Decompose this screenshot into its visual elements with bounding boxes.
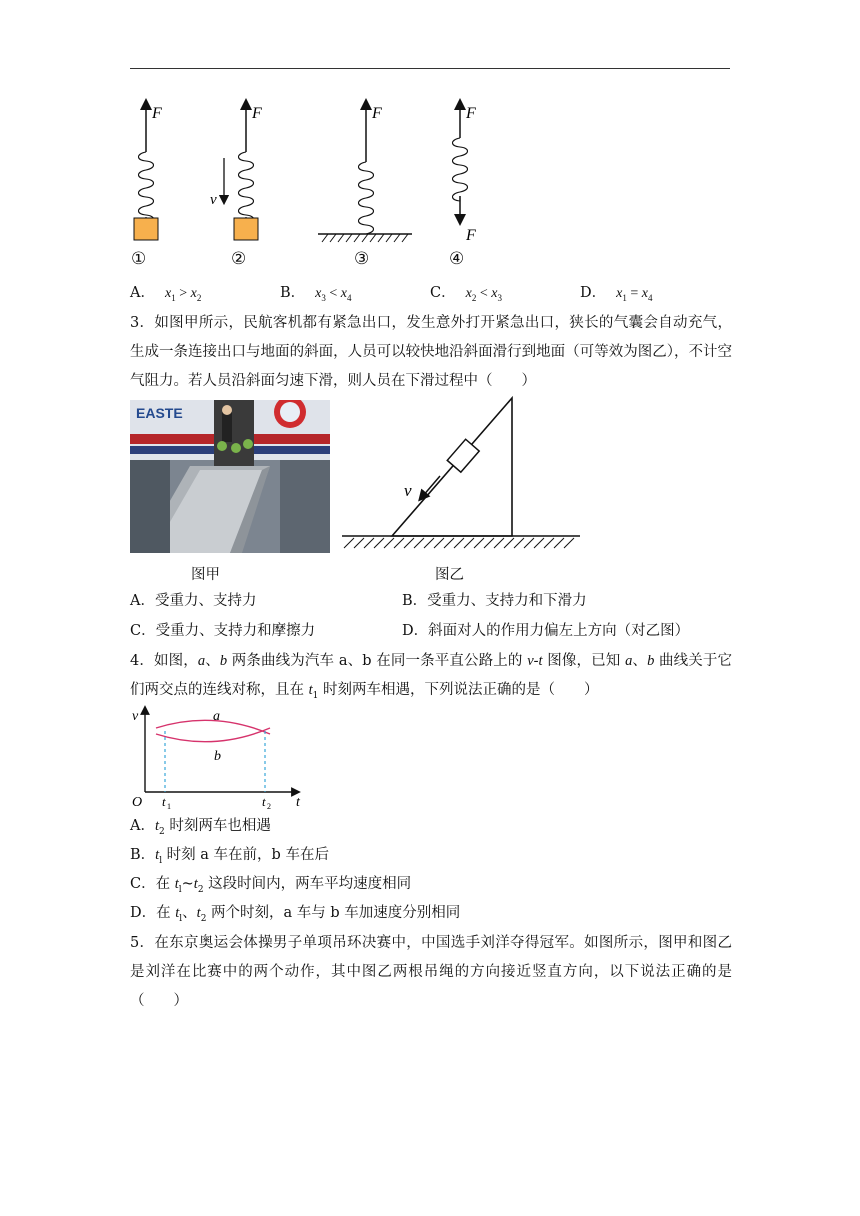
svg-text:b: b xyxy=(214,749,221,764)
spring-2 xyxy=(210,104,262,240)
q2-option-a[interactable]: A． $x_1 > x_2$ xyxy=(130,285,202,303)
spring-3 xyxy=(318,104,412,242)
caption-figure-a: 图甲 xyxy=(191,567,220,583)
spring-label-1: ① xyxy=(131,249,147,269)
svg-text:a: a xyxy=(213,709,220,724)
q4-stem: 4．如图，a、b 两条曲线为汽车 a、b 在同一条平直公路上的 v-t 图像，已知 a、b 曲线关于它们两交点的连线对称，且在 $t_1$ 时刻两车相遇，下列说法正确的是（ ） xyxy=(130,653,733,701)
svg-text:t: t xyxy=(262,794,266,809)
svg-text:t: t xyxy=(162,794,166,809)
q3-stem: 3．如图甲所示，民航客机都有紧急出口，发生意外打开紧急出口，狭长的气囊会自动充气，生成一条连接出口与地面的斜面，人员可以较快地沿斜面滑行到地面（可等效为图乙），不计空气阻力。若人员沿斜面匀速下滑，则人员在下滑过程中（ ） xyxy=(130,315,732,389)
force-label: F xyxy=(466,105,476,122)
q5-stem: 5．在东京奥运会体操男子单项吊环决赛中，中国选手刘洋夺得冠军。如图所示，图甲和图乙是刘洋在比赛中的两个动作，其中图乙两根吊绳的方向接近竖直方向，以下说法正确的是（ ） xyxy=(130,935,732,1009)
q3-option-b[interactable]: B．受重力、支持力和下滑力 xyxy=(402,593,587,609)
q4-option-b[interactable]: B．$t_l$ 时刻 a 车在前，b 车在后 xyxy=(130,847,329,866)
q2-option-c[interactable]: C． $x_2 < x_3$ xyxy=(430,285,502,303)
spring-label-4: ④ xyxy=(449,249,465,269)
curve-b xyxy=(156,728,270,742)
evacuation-slide-photo xyxy=(130,400,330,553)
incline-diagram xyxy=(340,396,590,556)
svg-text:t: t xyxy=(296,795,300,810)
spring-4 xyxy=(453,104,477,244)
caption-figure-b: 图乙 xyxy=(435,567,464,583)
q3-option-a[interactable]: A．受重力、支持力 xyxy=(130,593,257,609)
force-label: F xyxy=(372,105,382,122)
q2-option-b[interactable]: B． $x_3 < x_4$ xyxy=(280,285,352,303)
q3-option-c[interactable]: C．受重力、支持力和摩擦力 xyxy=(130,623,316,639)
svg-text:O: O xyxy=(132,795,143,810)
header-rule xyxy=(130,68,730,69)
vt-graph xyxy=(128,704,318,814)
spring-1 xyxy=(134,104,162,240)
q2-option-d[interactable]: D． $x_1 = x_4$ xyxy=(580,285,653,303)
spring-label-2: ② xyxy=(231,249,247,269)
svg-text:1: 1 xyxy=(167,802,171,811)
force-label-down: F xyxy=(466,227,476,244)
svg-text:v: v xyxy=(132,709,139,724)
force-label: F xyxy=(152,105,162,122)
q3-option-d[interactable]: D．斜面对人的作用力偏左上方向（对乙图） xyxy=(402,623,690,639)
svg-text:2: 2 xyxy=(267,802,271,811)
q4-option-c[interactable]: C．在 $t_l\sim t_2$ 这段时间内，两车平均速度相同 xyxy=(130,876,412,895)
force-label: F xyxy=(252,105,262,122)
q4-option-d[interactable]: D．在 $t_l$、$t_2$ 两个时刻，a 车与 b 车加速度分别相同 xyxy=(130,905,461,924)
svg-text:EASTE: EASTE xyxy=(136,405,183,421)
incline-velocity-label: v xyxy=(404,481,412,500)
velocity-label: v xyxy=(210,192,217,208)
spring-label-3: ③ xyxy=(354,249,370,269)
q4-option-a[interactable]: A．$t_2$ 时刻两车也相遇 xyxy=(130,818,271,837)
